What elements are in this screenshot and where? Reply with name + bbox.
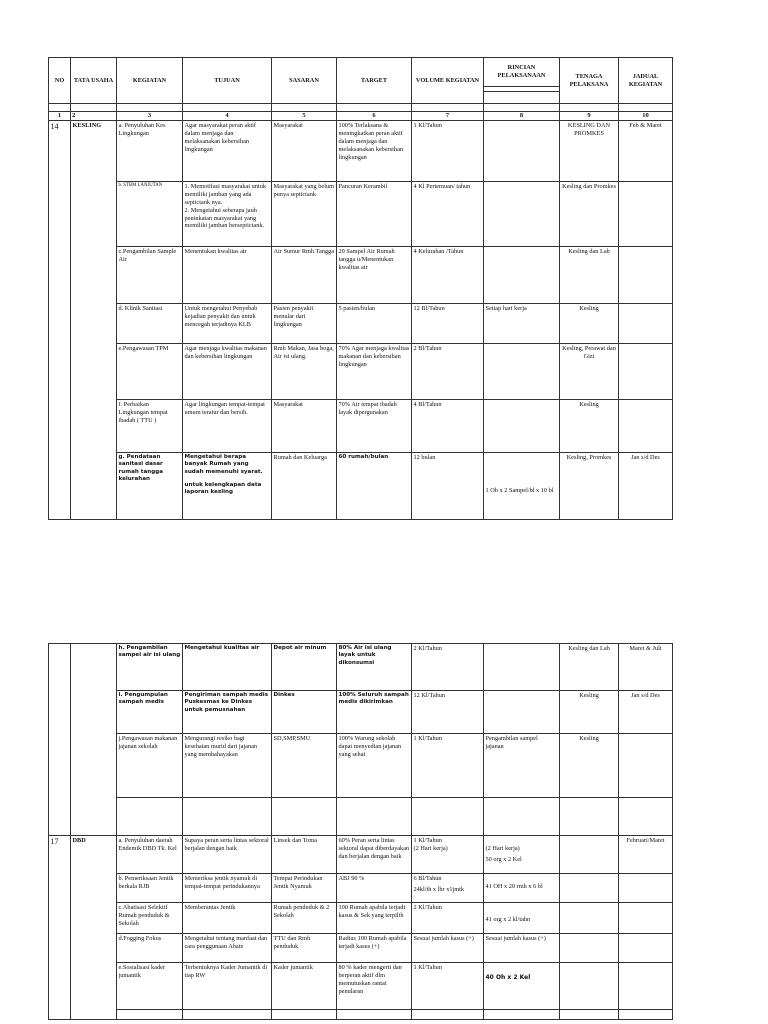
- column-number: 8: [484, 112, 560, 121]
- cell-tenaga: [560, 874, 619, 903]
- table-row: [49, 453, 673, 520]
- header-row: [49, 58, 673, 104]
- cell-tujuan: Pengiriman sampah medis Puskesmas ke Dinkes untuk pemusnahan: [183, 691, 272, 734]
- cell-kegiatan: a. Penyuluhan Kes Lingkungan: [117, 121, 183, 182]
- cell-rincian-line-1: (2 Hari kerja): [485, 845, 520, 852]
- cell-rincian: [484, 182, 560, 247]
- cell-tenaga: Kesling, Perawat dan Gizi: [560, 344, 619, 400]
- cell-rincian: [484, 344, 560, 400]
- table-row: [49, 182, 673, 247]
- cell-sasaran: Masyarakat: [272, 400, 337, 453]
- cell-tujuan-point-1: Mengetahui berapa banyak Rumah yang sudah memenuhi syarat.: [184, 454, 263, 475]
- cell-rincian: [484, 836, 560, 874]
- header-kegiatan: KEGIATAN: [117, 58, 183, 104]
- cell-tenaga: [560, 963, 619, 1010]
- cell-target: 20 Sampel Air Rumah tangga u/Menentukan kwalitas air: [337, 247, 412, 304]
- cell-tenaga: KESLING DAN PROMKES: [560, 121, 619, 182]
- cell-jadual: [619, 400, 673, 453]
- cell-sasaran: Masyarakat yang belum punya septictank: [272, 182, 337, 247]
- cell-tenaga: [560, 836, 619, 874]
- cell-volume: 2 Kl/Tahun: [412, 644, 484, 691]
- cell-target: Radius 100 Rumah apabila terjadi kasus (+): [337, 934, 412, 963]
- header-rincian-label: RINCIAN PELAKSANAAN: [497, 64, 546, 79]
- cell-volume: 4 Kl Pertemuan/ tahun: [412, 182, 484, 247]
- cell-tenaga: [560, 903, 619, 934]
- cell-rincian: [484, 644, 560, 691]
- cell-tujuan: Mengetahui kualitas air: [183, 644, 272, 691]
- cell-volume: [412, 874, 484, 903]
- cell-kegiatan: e.Sosialisasi kader jumantik: [117, 963, 183, 1010]
- cell-target: 80% Air isi ulang layak untuk dikonsumsi: [337, 644, 412, 691]
- cell-volume: Sesuai jumlah kasus (+): [412, 934, 484, 963]
- cell-target: 100% Seluruh sampah medis dikirimkan: [337, 691, 412, 734]
- cell-sasaran: Rumah penduduk & 2 Sekolah: [272, 903, 337, 934]
- cell-sasaran: TTU dan Rmh penduduk: [272, 934, 337, 963]
- program-number: 17: [49, 836, 71, 1020]
- cell-kegiatan: h. Pengambilan sampel air isi ulang: [117, 644, 183, 691]
- cell-volume: 2 Bl/Tahun: [412, 344, 484, 400]
- cell-sasaran: Masyarakat: [272, 121, 337, 182]
- table-row: [49, 934, 673, 963]
- cell-volume: [412, 836, 484, 874]
- cell-rincian: [484, 874, 560, 903]
- cell-kegiatan: a. Penyuluhan daerah Endemik DBD Tk. Kel: [117, 836, 183, 874]
- header-sasaran: SASARAN: [272, 58, 337, 104]
- cell-kegiatan: b. Pemeriksaan Jentik berkala RJB: [117, 874, 183, 903]
- cell-tenaga: Kesling: [560, 400, 619, 453]
- table-row: [49, 734, 673, 798]
- cell-tujuan: Agar menjaga kwalitas makanan dan kebersihan lingkungan: [183, 344, 272, 400]
- cell-jadual: Jan s/d Des: [619, 453, 673, 520]
- cell-rincian-text: 41 OH x 20 rmh x 6 bl: [485, 883, 543, 890]
- cell-rincian-text: 40 Oh x 2 Kel: [485, 974, 531, 981]
- cell-sasaran: Linsek dan Toma: [272, 836, 337, 874]
- table-row: [49, 344, 673, 400]
- cell-volume-line-2: 24kl/th x lhr x1jmtk: [413, 885, 465, 893]
- spacer-row: [49, 104, 673, 112]
- table-row: [49, 644, 673, 691]
- table-row: [49, 247, 673, 304]
- cell-tenaga: [560, 934, 619, 963]
- cell-target: Pancuran Kerambil: [337, 182, 412, 247]
- cell-tenaga: Kesling dan Lab: [560, 644, 619, 691]
- table-row: [49, 903, 673, 934]
- column-number: 10: [619, 112, 673, 121]
- cell-tujuan: Terbentuknya Kader Jumantik di tiap RW: [183, 963, 272, 1010]
- cell-volume: 12 bulan: [412, 453, 484, 520]
- cell-tenaga: Kesling dan Promkes: [560, 182, 619, 247]
- cell-rincian: [484, 121, 560, 182]
- cell-tujuan: Agar masyarakat peran aktif dalam menjaga dan melaksanakan kebersihan lingkungan: [183, 121, 272, 182]
- cell-tujuan: Memeriksa jentik nyamuk di tempat-tempat perindukannya: [183, 874, 272, 903]
- cell-jadual: Maret & Juli: [619, 644, 673, 691]
- cell-tujuan: [183, 453, 272, 520]
- cell-tujuan: Memberantas Jentik: [183, 903, 272, 934]
- cell-volume: 12 Bl/Tahun: [412, 304, 484, 344]
- cell-tujuan-point-2: 2. Mengetahui seberapa jauh peninkatan masyarakat yang memiliki jamban berseptictank.: [184, 206, 265, 230]
- cell-rincian: Pengambilan sampel jajanan: [484, 734, 560, 798]
- column-number: 6: [337, 112, 412, 121]
- header-jadual: JADUAL KEGIATAN: [619, 58, 673, 104]
- cell-rincian: [484, 691, 560, 734]
- cell-kegiatan: c.Pengambilan Sample Air: [117, 247, 183, 304]
- cell-volume-line-1: 6 Bl/Tahun: [413, 875, 442, 882]
- cell-rincian: [484, 903, 560, 934]
- cell-volume: 12 Kl/Tahun: [412, 691, 484, 734]
- column-number: 5: [272, 112, 337, 121]
- cell-volume: 1 Kl/Tahun: [412, 734, 484, 798]
- cell-kegiatan: i. Pengumpulan sampah medis: [117, 691, 183, 734]
- column-number: 3: [117, 112, 183, 121]
- column-number: 7: [412, 112, 484, 121]
- header-target: TARGET: [337, 58, 412, 104]
- cell-volume: 1 Kl/Tahun: [412, 121, 484, 182]
- table-row: [49, 836, 673, 874]
- cell-tenaga: Kesling: [560, 734, 619, 798]
- cell-sasaran: Air Sumur Rmh Tangga: [272, 247, 337, 304]
- cell-jadual: [619, 963, 673, 1010]
- cell-jadual: Feb & Maret: [619, 121, 673, 182]
- header-tata-usaha: TATA USAHA: [71, 58, 117, 104]
- cell-volume: 4 Kelurahan /Tahun: [412, 247, 484, 304]
- cell-target: 60 rumah/bulan: [337, 453, 412, 520]
- cell-sasaran: Tempat Perindukan Jentik Nyamuk: [272, 874, 337, 903]
- cell-volume-line-2: (2 Hari kerja): [413, 844, 448, 852]
- cell-tujuan: Mengetahui tentang manfaat dan cara penggunaan Abate: [183, 934, 272, 963]
- column-number: 2: [71, 112, 117, 121]
- table-row: [49, 304, 673, 344]
- column-number: 1: [49, 112, 71, 121]
- column-number: 9: [560, 112, 619, 121]
- cell-target: 100% Warung sekolah dapat menyedian jajanan yang sehat: [337, 734, 412, 798]
- cell-jadual: [619, 344, 673, 400]
- table-row: [49, 874, 673, 903]
- cell-volume: 4 Bl/Tahun: [412, 400, 484, 453]
- cell-volume: 1 Kl/Tahun: [412, 963, 484, 1010]
- cell-sasaran: Dinkes: [272, 691, 337, 734]
- cell-sasaran: Rmh Makan, Jasa boga, Air isi ulang.: [272, 344, 337, 400]
- empty-row: [49, 798, 673, 836]
- cell-jadual: Jan s/d Des: [619, 691, 673, 734]
- cell-rincian: [484, 453, 560, 520]
- cell-target: 100% Terlaksana & meningkatkan peran aktif dalam menjaga dan melaksanakan kebersihan lingkungan: [337, 121, 412, 182]
- cell-kegiatan: j.Pengawasan makanan jajanan sekolah: [117, 734, 183, 798]
- table-row: [49, 400, 673, 453]
- cell-target: 80 % kader mengerti dan berperan aktif dlm memutuskan rantai penularan: [337, 963, 412, 1010]
- cell-rincian: [484, 963, 560, 1010]
- cell-target: 100 Rumah apabila terjadi kasus & Sek yang terpilih: [337, 903, 412, 934]
- cell-kegiatan: c.Abatisasi Selektif Rumah penduduk & Sekolah: [117, 903, 183, 934]
- cell-rincian-text: 41 org x 2 kl/tahn: [485, 916, 531, 923]
- cell-kegiatan: e.Pengawasan TPM: [117, 344, 183, 400]
- program-table-page1: [48, 57, 673, 520]
- cell-tujuan: Untuk mengetahui Penyebab kejadian penyakit dan untuk mencegah terjadinya KLB: [183, 304, 272, 344]
- cell-rincian-text: 1 Oh x 2 Sampel/bl x 10 bl: [485, 487, 554, 495]
- cell-rincian: Setiap hari kerja: [484, 304, 560, 344]
- cell-jadual: Februari/Maret: [619, 836, 673, 874]
- cell-rincian: Sesuai jumlah kasus (+): [484, 934, 560, 963]
- cell-sasaran: SD,SMP,SMU: [272, 734, 337, 798]
- cell-volume-line-1: 1 Kl/Tahun: [413, 837, 442, 844]
- cell-tenaga: Kesling: [560, 304, 619, 344]
- table-row: [49, 121, 673, 182]
- header-rincian: [484, 58, 560, 104]
- empty-row: [49, 1010, 673, 1020]
- program-table-page2: [48, 643, 673, 1020]
- cell-tujuan: Menentukan kwalitas air: [183, 247, 272, 304]
- cell-target: 70% Agar menjaga kwalitas makanan dan kebersihan lingkungan: [337, 344, 412, 400]
- cell-kegiatan: d. Klinik Sanitasi: [117, 304, 183, 344]
- cell-tenaga: Kesling, Promkes: [560, 453, 619, 520]
- cell-jadual: [619, 874, 673, 903]
- cell-target: ABJ 90 %: [337, 874, 412, 903]
- cell-target: 70% Air tempat ibadah layak dipergunakan: [337, 400, 412, 453]
- cell-jadual: [619, 903, 673, 934]
- cell-tujuan: Supaya peran serta lintas sektoral berjalan dengan baik: [183, 836, 272, 874]
- cell-kegiatan: f. Perbaikan Lingkungan tempat ibadah ( TTU ): [117, 400, 183, 453]
- cell-jadual: [619, 734, 673, 798]
- cell-rincian-line-2: 50 org x 2 Kel: [485, 855, 522, 863]
- program-number: 14: [49, 121, 71, 520]
- cell-tenaga: Kesling dan Lab: [560, 247, 619, 304]
- cell-kegiatan: d.Fogging Fokus: [117, 934, 183, 963]
- column-number: 4: [183, 112, 272, 121]
- cell-kegiatan: b. STBM LANJUTAN: [117, 182, 183, 247]
- cell-sasaran: Depot air minum: [272, 644, 337, 691]
- cell-tujuan-point-2: untuk kelengkapan data laporan kesling: [184, 481, 262, 496]
- cell-tujuan: Agar lingkungan tempat-tempat umum teratur dan bersih.: [183, 400, 272, 453]
- cell-rincian: [484, 247, 560, 304]
- header-volume: VOLUME KEGIATAN: [412, 58, 484, 104]
- cell-sasaran: Rumah dan Keluarga: [272, 453, 337, 520]
- cell-target: 5 pasien/bulan: [337, 304, 412, 344]
- cell-jadual: [619, 304, 673, 344]
- cell-jadual: [619, 247, 673, 304]
- cell-volume: 2 Kl/Tahun: [412, 903, 484, 934]
- header-no: NO: [49, 58, 71, 104]
- program-unit: DBD: [71, 836, 117, 1020]
- cell-sasaran: Kader jumantik: [272, 963, 337, 1010]
- cell-tenaga: Kesling: [560, 691, 619, 734]
- cell-jadual: [619, 934, 673, 963]
- cell-sasaran: Pasien penyakit menular dari lingkungan: [272, 304, 337, 344]
- header-tenaga: TENAGA PELAKSANA: [560, 58, 619, 104]
- cell-target: 60% Peran serta lintas sektoral dapat diberdayakan dan berjalan dengan baik: [337, 836, 412, 874]
- cell-rincian: [484, 400, 560, 453]
- cell-tujuan: [183, 182, 272, 247]
- cell-tujuan-point-1: 1. Memotifasi masyarakat untuk memiliki jamban yang ada septictank nya.: [184, 183, 266, 206]
- program-unit: KESLING: [71, 121, 117, 520]
- header-tujuan: TUJUAN: [183, 58, 272, 104]
- cell-kegiatan: g. Pendataan sanitasi dasar rumah tangga kelurahan: [117, 453, 183, 520]
- cell-jadual: [619, 182, 673, 247]
- table-row: [49, 963, 673, 1010]
- column-number-row: [49, 112, 673, 121]
- table-row: [49, 691, 673, 734]
- cell-tujuan: Mengurangi resiko bagi kesehatan murid dari jajanan yang membahayakan: [183, 734, 272, 798]
